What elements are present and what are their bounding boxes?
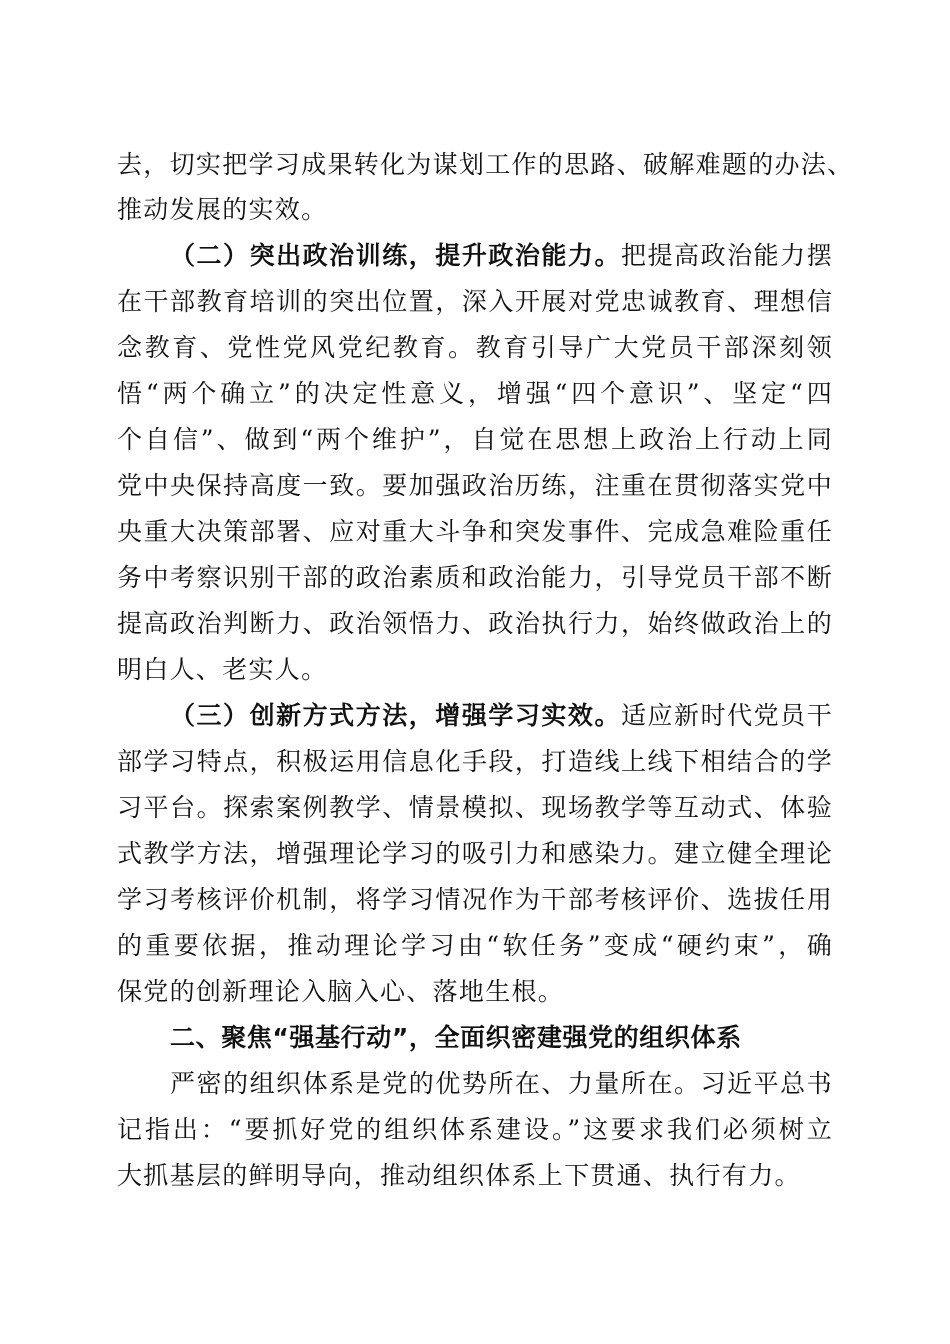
paragraph-line: 习平台。探索案例教学、情景模拟、现场教学等互动式、体验 bbox=[117, 793, 833, 822]
section-3-lead-text: 适应新时代党员干 bbox=[621, 701, 834, 730]
paragraph-line: 部学习特点，积极运用信息化手段，打造线上线下相结合的学 bbox=[117, 747, 833, 776]
paragraph-line: 务中考察识别干部的政治素质和政治能力，引导党员干部不断 bbox=[117, 563, 833, 592]
paragraph-line: 悟“两个确立”的决定性意义，增强“四个意识”、坚定“四 bbox=[117, 379, 833, 408]
paragraph-line: 念教育、党性党风党纪教育。教育引导广大党员干部深刻领 bbox=[117, 333, 833, 362]
paragraph-line: 央重大决策部署、应对重大斗争和突发事件、完成急难险重任 bbox=[117, 517, 833, 546]
paragraph-line: 提高政治判断力、政治领悟力、政治执行力，始终做政治上的 bbox=[117, 609, 833, 638]
paragraph-line: 记指出：“要抓好党的组织体系建设。”这要求我们必须树立 bbox=[117, 1115, 833, 1144]
paragraph-line: 明白人、老实人。 bbox=[117, 655, 328, 684]
paragraph-line: 党中央保持高度一致。要加强政治历练，注重在贯彻落实党中 bbox=[117, 471, 833, 500]
paragraph-line: 式教学方法，增强理论学习的吸引力和感染力。建立健全理论 bbox=[117, 839, 833, 868]
paragraph-line: 的重要依据，推动理论学习由“软任务”变成“硬约束”，确 bbox=[117, 931, 833, 960]
section-3-lead-line bbox=[170, 696, 833, 736]
paragraph-line: 去，切实把学习成果转化为谋划工作的思路、破解难题的办法、 bbox=[117, 150, 854, 179]
section-2-lead-line bbox=[170, 236, 833, 276]
paragraph-line: 个自信”、做到“两个维护”，自觉在思想上政治上行动上同 bbox=[117, 425, 833, 454]
section-2-lead-text: 把提高政治能力摆 bbox=[621, 241, 834, 270]
paragraph-line: 大抓基层的鲜明导向，推动组织体系上下贯通、执行有力。 bbox=[117, 1161, 801, 1190]
paragraph-line: 保党的创新理论入脑入心、落地生根。 bbox=[117, 977, 565, 1006]
paragraph-line: 在干部教育培训的突出位置，深入开展对党忠诚教育、理想信 bbox=[117, 287, 833, 316]
section-3-subheading: （三）创新方式方法，增强学习实效。 bbox=[170, 701, 621, 730]
paragraph-line: 严密的组织体系是党的优势所在、力量所在。习近平总书 bbox=[170, 1069, 833, 1098]
paragraph-line: 学习考核评价机制，将学习情况作为干部考核评价、选拔任用 bbox=[117, 885, 833, 914]
section-heading: 二、聚焦“强基行动”，全面织密建强党的组织体系 bbox=[170, 1023, 742, 1052]
paragraph-line: 推动发展的实效。 bbox=[117, 195, 328, 224]
section-2-subheading: （二）突出政治训练，提升政治能力。 bbox=[170, 241, 621, 270]
